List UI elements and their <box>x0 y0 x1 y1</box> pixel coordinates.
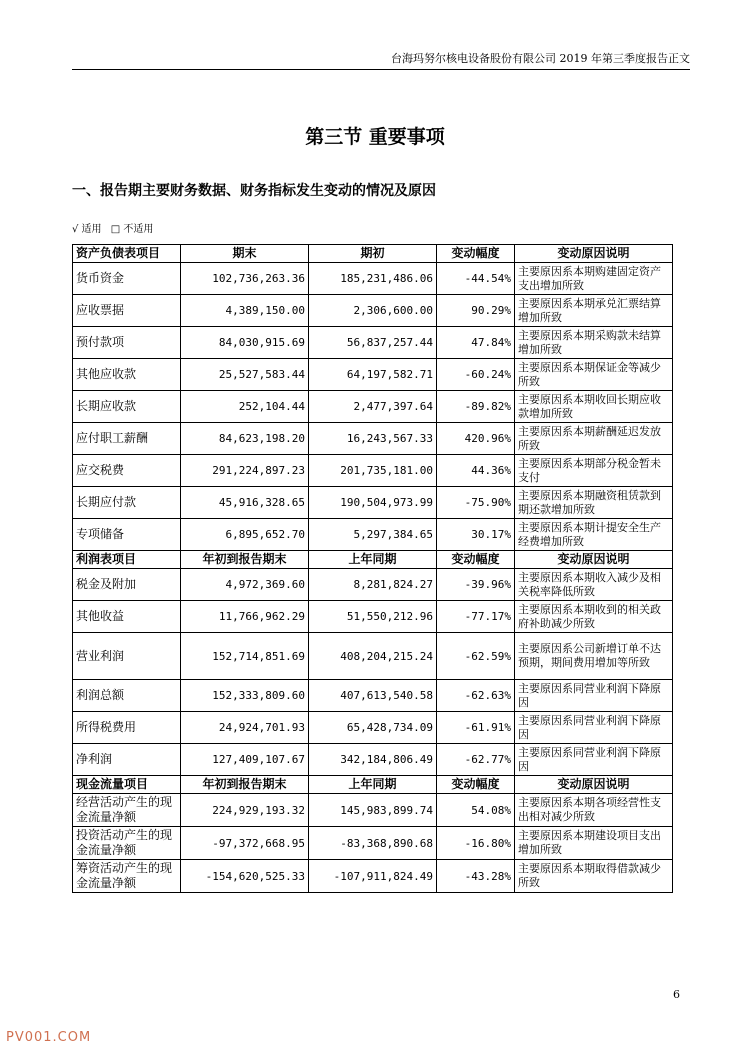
row-end-value: -154,620,525.33 <box>181 860 309 893</box>
balance-header-begin: 期初 <box>309 245 437 263</box>
cashflow-row <box>73 794 673 827</box>
row-begin-value: -83,368,890.68 <box>309 827 437 860</box>
row-end-value: 291,224,897.23 <box>181 455 309 487</box>
row-begin-value: 51,550,212.96 <box>309 601 437 633</box>
row-begin-value: 342,184,806.49 <box>309 744 437 776</box>
row-item: 预付款项 <box>73 327 181 359</box>
page-number: 6 <box>673 988 680 1001</box>
row-item: 货币资金 <box>73 263 181 295</box>
row-item: 营业利润 <box>73 633 181 680</box>
row-change-pct: -16.80% <box>437 827 515 860</box>
row-item: 长期应付款 <box>73 487 181 519</box>
row-item: 其他应收款 <box>73 359 181 391</box>
balance-row <box>73 519 673 551</box>
balance-header-reason: 变动原因说明 <box>515 245 673 263</box>
section-subtitle: 一、报告期主要财务数据、财务指标发生变动的情况及原因 <box>72 183 436 199</box>
row-item: 应交税费 <box>73 455 181 487</box>
row-begin-value: 16,243,567.33 <box>309 423 437 455</box>
row-begin-value: 201,735,181.00 <box>309 455 437 487</box>
cashflow-header-change: 变动幅度 <box>437 776 515 794</box>
row-reason: 主要原因系公司新增订单不达预期，期间费用增加等所致 <box>515 633 673 680</box>
income-header-item: 利润表项目 <box>73 551 181 569</box>
income-row <box>73 744 673 776</box>
income-header-row <box>73 551 673 569</box>
row-end-value: 252,104.44 <box>181 391 309 423</box>
balance-row <box>73 423 673 455</box>
income-header-change: 变动幅度 <box>437 551 515 569</box>
applicable-option: √ 适用 <box>72 224 102 235</box>
row-reason: 主要原因系本期各项经营性支出相对减少所致 <box>515 794 673 827</box>
header-divider <box>72 69 690 70</box>
balance-header-item: 资产负债表项目 <box>73 245 181 263</box>
row-reason: 主要原因系本期采购款未结算增加所致 <box>515 327 673 359</box>
row-begin-value: 408,204,215.24 <box>309 633 437 680</box>
row-item: 应付职工薪酬 <box>73 423 181 455</box>
row-change-pct: 47.84% <box>437 327 515 359</box>
balance-row <box>73 487 673 519</box>
income-row <box>73 601 673 633</box>
cashflow-header-end: 年初到报告期末 <box>181 776 309 794</box>
balance-table-body <box>73 263 673 551</box>
row-begin-value: 64,197,582.71 <box>309 359 437 391</box>
not-applicable-option: □ 不适用 <box>110 224 154 235</box>
row-reason: 主要原因系本期承兑汇票结算增加所致 <box>515 295 673 327</box>
row-change-pct: -60.24% <box>437 359 515 391</box>
row-reason: 主要原因系本期融资租赁款到期还款增加所致 <box>515 487 673 519</box>
row-reason: 主要原因系本期保证金等减少所致 <box>515 359 673 391</box>
balance-row <box>73 327 673 359</box>
row-item: 筹资活动产生的现金流量净额 <box>73 860 181 893</box>
row-end-value: 102,736,263.36 <box>181 263 309 295</box>
row-end-value: 4,972,369.60 <box>181 569 309 601</box>
row-end-value: 152,714,851.69 <box>181 633 309 680</box>
income-table-body <box>73 569 673 776</box>
row-change-pct: 30.17% <box>437 519 515 551</box>
row-end-value: 152,333,809.60 <box>181 680 309 712</box>
row-end-value: 25,527,583.44 <box>181 359 309 391</box>
row-reason: 主要原因系本期取得借款减少所致 <box>515 860 673 893</box>
section-title: 第三节 重要事项 <box>305 126 445 148</box>
row-change-pct: -43.28% <box>437 860 515 893</box>
balance-row <box>73 263 673 295</box>
row-reason: 主要原因系同营业利润下降原因 <box>515 744 673 776</box>
row-end-value: 84,623,198.20 <box>181 423 309 455</box>
row-item: 投资活动产生的现金流量净额 <box>73 827 181 860</box>
row-item: 利润总额 <box>73 680 181 712</box>
row-reason: 主要原因系本期收入减少及相关税率降低所致 <box>515 569 673 601</box>
row-begin-value: 2,306,600.00 <box>309 295 437 327</box>
row-reason: 主要原因系同营业利润下降原因 <box>515 712 673 744</box>
applicability-options <box>72 220 153 235</box>
row-change-pct: 90.29% <box>437 295 515 327</box>
row-change-pct: -89.82% <box>437 391 515 423</box>
row-change-pct: -77.17% <box>437 601 515 633</box>
row-end-value: -97,372,668.95 <box>181 827 309 860</box>
row-item: 应收票据 <box>73 295 181 327</box>
income-row <box>73 633 673 680</box>
balance-row <box>73 295 673 327</box>
row-change-pct: 44.36% <box>437 455 515 487</box>
row-item: 净利润 <box>73 744 181 776</box>
row-end-value: 84,030,915.69 <box>181 327 309 359</box>
row-begin-value: 56,837,257.44 <box>309 327 437 359</box>
income-row <box>73 712 673 744</box>
row-change-pct: -44.54% <box>437 263 515 295</box>
site-watermark: PV001.COM <box>6 1030 92 1045</box>
row-end-value: 6,895,652.70 <box>181 519 309 551</box>
row-change-pct: -62.63% <box>437 680 515 712</box>
row-reason: 主要原因系本期建设项目支出增加所致 <box>515 827 673 860</box>
row-end-value: 24,924,701.93 <box>181 712 309 744</box>
row-end-value: 224,929,193.32 <box>181 794 309 827</box>
cashflow-row <box>73 827 673 860</box>
page-header: 台海玛努尔核电设备股份有限公司 2019 年第三季度报告正文 <box>391 52 690 65</box>
row-item: 经营活动产生的现金流量净额 <box>73 794 181 827</box>
cashflow-table-body <box>73 794 673 893</box>
income-header-reason: 变动原因说明 <box>515 551 673 569</box>
row-change-pct: 54.08% <box>437 794 515 827</box>
balance-header-change: 变动幅度 <box>437 245 515 263</box>
row-reason: 主要原因系本期收到的相关政府补助减少所致 <box>515 601 673 633</box>
row-begin-value: 407,613,540.58 <box>309 680 437 712</box>
row-reason: 主要原因系本期收回长期应收款增加所致 <box>515 391 673 423</box>
row-begin-value: 145,983,899.74 <box>309 794 437 827</box>
financial-changes-table <box>72 244 673 893</box>
row-reason: 主要原因系同营业利润下降原因 <box>515 680 673 712</box>
row-end-value: 45,916,328.65 <box>181 487 309 519</box>
row-end-value: 127,409,107.67 <box>181 744 309 776</box>
cashflow-header-begin: 上年同期 <box>309 776 437 794</box>
row-item: 其他收益 <box>73 601 181 633</box>
row-end-value: 4,389,150.00 <box>181 295 309 327</box>
row-reason: 主要原因系本期购建固定资产支出增加所致 <box>515 263 673 295</box>
row-item: 专项储备 <box>73 519 181 551</box>
cashflow-header-row <box>73 776 673 794</box>
row-change-pct: -61.91% <box>437 712 515 744</box>
balance-row <box>73 359 673 391</box>
balance-header-row <box>73 245 673 263</box>
row-reason: 主要原因系本期薪酬延迟发放所致 <box>515 423 673 455</box>
row-reason: 主要原因系本期部分税金暂未支付 <box>515 455 673 487</box>
row-item: 所得税费用 <box>73 712 181 744</box>
row-begin-value: 65,428,734.09 <box>309 712 437 744</box>
row-item: 税金及附加 <box>73 569 181 601</box>
income-header-end: 年初到报告期末 <box>181 551 309 569</box>
balance-header-end: 期末 <box>181 245 309 263</box>
row-change-pct: -75.90% <box>437 487 515 519</box>
row-begin-value: -107,911,824.49 <box>309 860 437 893</box>
row-begin-value: 5,297,384.65 <box>309 519 437 551</box>
row-begin-value: 8,281,824.27 <box>309 569 437 601</box>
balance-row <box>73 455 673 487</box>
cashflow-row <box>73 860 673 893</box>
row-change-pct: 420.96% <box>437 423 515 455</box>
cashflow-header-item: 现金流量项目 <box>73 776 181 794</box>
row-end-value: 11,766,962.29 <box>181 601 309 633</box>
income-header-begin: 上年同期 <box>309 551 437 569</box>
balance-row <box>73 391 673 423</box>
cashflow-header-reason: 变动原因说明 <box>515 776 673 794</box>
row-begin-value: 185,231,486.06 <box>309 263 437 295</box>
row-change-pct: -62.59% <box>437 633 515 680</box>
row-reason: 主要原因系本期计提安全生产经费增加所致 <box>515 519 673 551</box>
row-begin-value: 190,504,973.99 <box>309 487 437 519</box>
row-change-pct: -39.96% <box>437 569 515 601</box>
row-begin-value: 2,477,397.64 <box>309 391 437 423</box>
row-change-pct: -62.77% <box>437 744 515 776</box>
income-row <box>73 680 673 712</box>
income-row <box>73 569 673 601</box>
row-item: 长期应收款 <box>73 391 181 423</box>
